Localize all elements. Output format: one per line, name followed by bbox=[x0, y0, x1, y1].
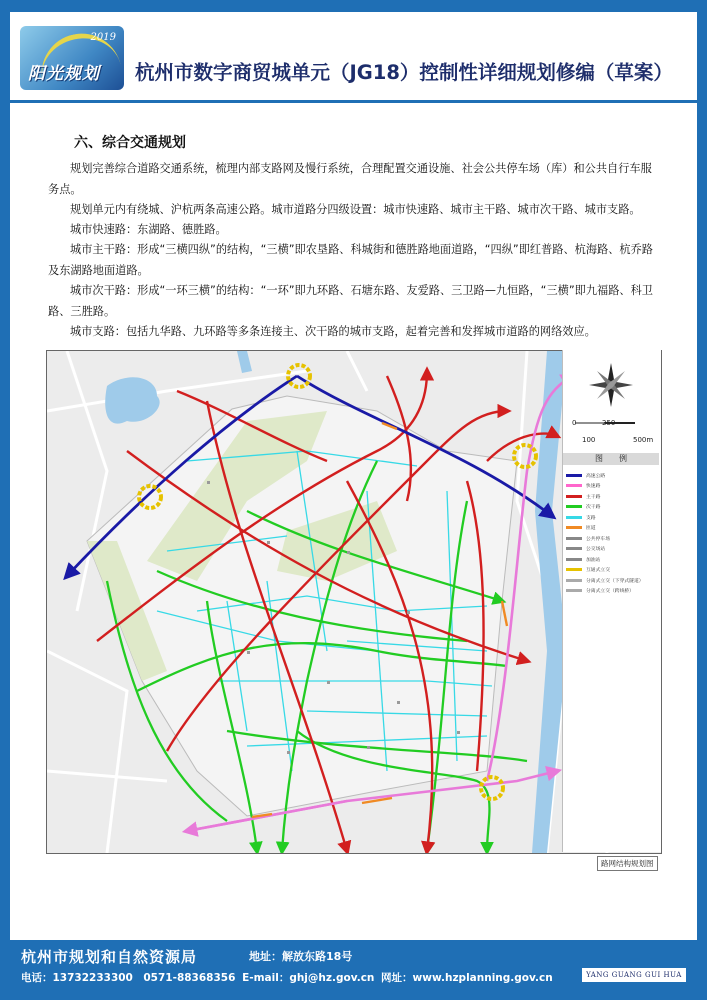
legend-list bbox=[566, 470, 658, 596]
legend-label: 匝道 bbox=[586, 526, 596, 532]
legend-item bbox=[566, 533, 658, 544]
scale-label-100: 100 bbox=[582, 436, 596, 444]
legend-swatch bbox=[566, 495, 582, 498]
footer-website[interactable]: 网址：www.hzplanning.gov.cn bbox=[381, 972, 553, 984]
paragraph-5-text: 城市次干路：形成“一环三横”的结构：“一环”即九环路、石塘东路、友爱路、三卫路—九恒路，“三横”即九福路、科卫路、三胜路。 bbox=[48, 284, 653, 318]
legend-swatch bbox=[566, 526, 582, 529]
legend-item bbox=[566, 544, 658, 555]
paragraph-6 bbox=[48, 322, 658, 343]
logo-year: 2019 bbox=[90, 32, 116, 43]
footer-address: 地址：解放东路18号 bbox=[249, 950, 353, 963]
legend-label: 公共停车场 bbox=[586, 536, 610, 542]
legend-label: 互通式立交 bbox=[586, 568, 610, 574]
legend-swatch bbox=[566, 505, 582, 508]
legend-swatch bbox=[566, 516, 582, 519]
paragraph-2-text: 规划单元内有绕城、沪杭两条高速公路。城市道路分四级设置：城市快速路、城市主干路、城市次干路、城市支路。 bbox=[70, 203, 641, 216]
paragraph-5 bbox=[48, 281, 658, 322]
legend-item bbox=[566, 512, 658, 523]
legend-label: 快速路 bbox=[586, 484, 601, 490]
legend-label: 次干路 bbox=[586, 505, 601, 511]
legend-item bbox=[566, 470, 658, 481]
footer-phone: 电话：13732233300 0571-88368356 bbox=[21, 972, 236, 984]
footer-org: 杭州市规划和自然资源局 bbox=[21, 948, 198, 966]
lake-northwest bbox=[105, 377, 159, 423]
legend-item bbox=[566, 565, 658, 576]
footer-email: E-mail：ghj@hz.gov.cn bbox=[242, 972, 375, 984]
paragraph-1-text: 规划完善综合道路交通系统，梳理内部支路网及慢行系统，合理配置交通设施、社会公共停车场（库）和公共自行车服务点。 bbox=[48, 162, 652, 196]
legend-item bbox=[566, 586, 658, 597]
footer-contact bbox=[21, 970, 556, 985]
scale-label-500m: 500m bbox=[633, 436, 654, 444]
canal-north bbox=[237, 351, 252, 373]
legend-label: 分离式立交（跨线桥） bbox=[586, 589, 634, 595]
logo-text: 阳光规划 bbox=[28, 64, 100, 84]
paragraph-6-text: 城市支路：包括九华路、九环路等多条连接主、次干路的城市支路，起着完善和发挥城市道路的网络效应。 bbox=[70, 325, 596, 338]
legend-item bbox=[566, 523, 658, 534]
legend-swatch bbox=[566, 547, 582, 550]
paragraph-1 bbox=[48, 159, 658, 200]
paragraph-4-text: 城市主干路：形成“三横四纵”的结构，“三横”即农垦路、科城街和德胜路地面道路，“四纵”即红普路、杭海路、杭乔路及东湖路地面道路。 bbox=[48, 243, 653, 277]
legend-item bbox=[566, 491, 658, 502]
north-arrow-icon bbox=[589, 363, 633, 407]
legend-label: 主干路 bbox=[586, 494, 601, 500]
scale-label-0: 0 bbox=[572, 419, 577, 427]
section-title: 六、综合交通规划 bbox=[74, 135, 186, 151]
legend-swatch bbox=[566, 537, 582, 540]
legend-item bbox=[566, 554, 658, 565]
footer bbox=[0, 940, 707, 1000]
compass-and-scale bbox=[563, 350, 661, 430]
legend-swatch bbox=[566, 558, 582, 561]
legend-item bbox=[566, 575, 658, 586]
legend-swatch bbox=[566, 474, 582, 477]
legend-swatch bbox=[566, 589, 582, 592]
map-caption: 路网结构规划图 bbox=[597, 856, 658, 871]
legend-label: 高速公路 bbox=[586, 473, 606, 479]
paragraph-3-text: 城市快速路：东湖路、德胜路。 bbox=[70, 223, 227, 236]
legend-swatch bbox=[566, 579, 582, 582]
scale-label-250: 250 bbox=[602, 419, 616, 427]
legend-item bbox=[566, 502, 658, 513]
legend-item bbox=[566, 481, 658, 492]
legend-label: 支路 bbox=[586, 515, 596, 521]
footer-brand-mark: YANG GUANG GUI HUA bbox=[582, 968, 686, 982]
legend-label: 加油站 bbox=[586, 557, 601, 563]
legend-swatch bbox=[566, 568, 582, 571]
paragraph-4 bbox=[48, 240, 658, 281]
page-title: 杭州市数字商贸城单元（JG18）控制性详细规划修编（草案） bbox=[135, 61, 673, 84]
legend-label: 分离式立交（下穿式隧道） bbox=[586, 578, 644, 584]
logo bbox=[20, 26, 124, 90]
paragraph-3 bbox=[48, 220, 658, 241]
paragraph-2 bbox=[48, 200, 658, 221]
legend-label: 公交场站 bbox=[586, 547, 606, 553]
header-divider bbox=[10, 100, 697, 103]
legend-title: 图 例 bbox=[563, 453, 659, 465]
legend-swatch bbox=[566, 484, 582, 487]
